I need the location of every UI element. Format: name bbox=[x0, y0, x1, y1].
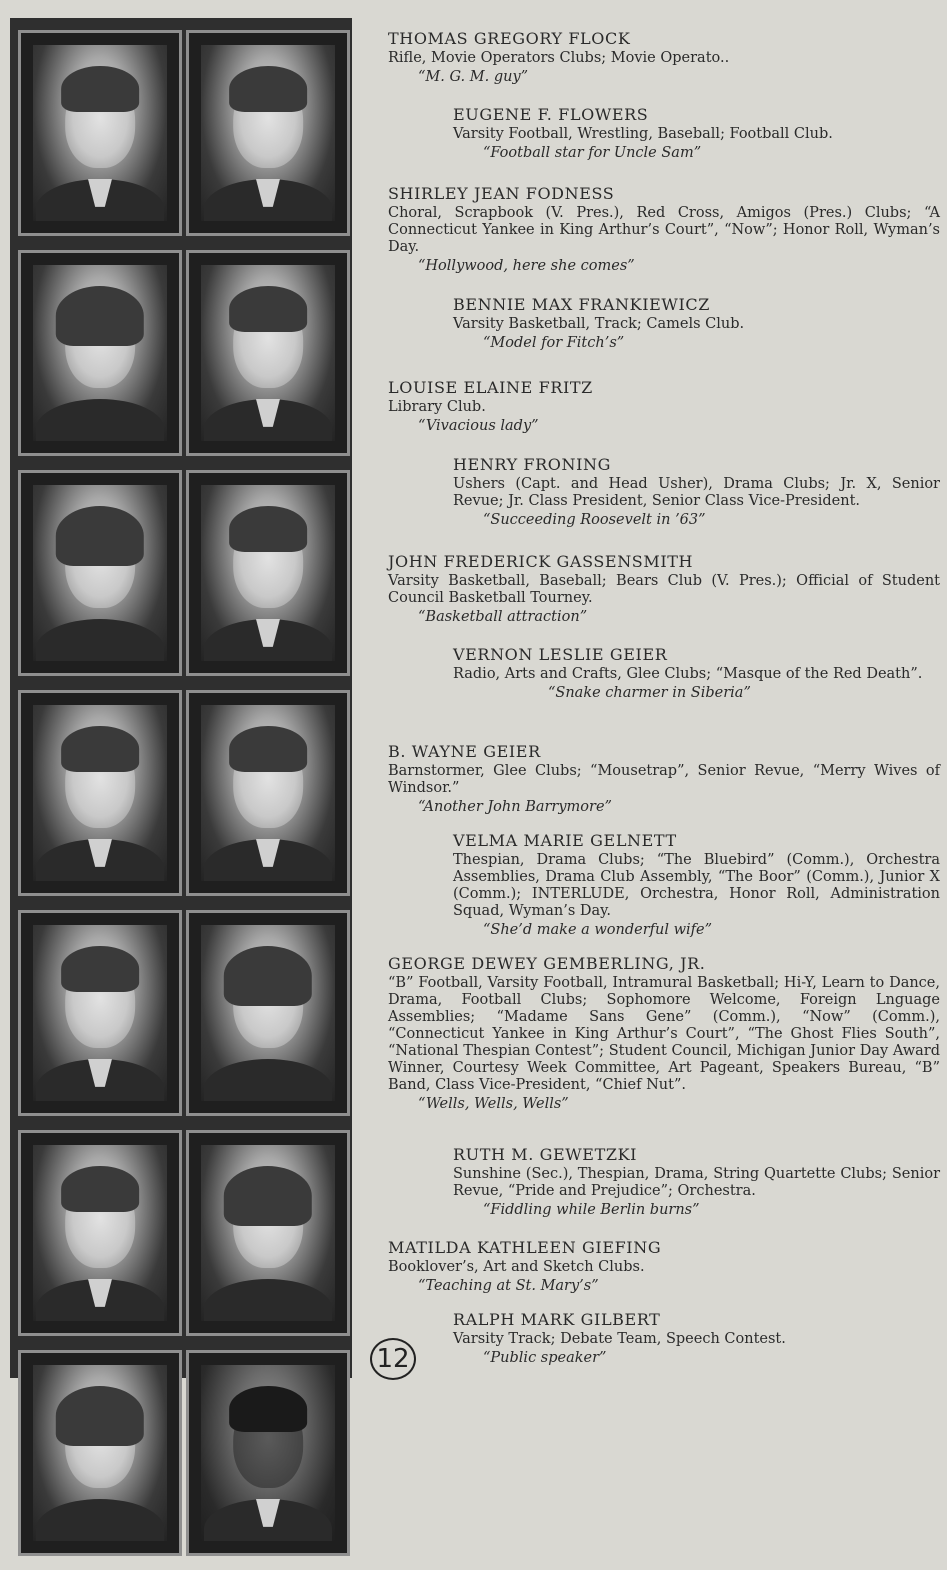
student-quote: “Vivacious lady” bbox=[418, 418, 539, 434]
student-activities: Varsity Football, Wrestling, Baseball; Football Club. bbox=[453, 126, 833, 142]
student-name: JOHN FREDERICK GASSENSMITH bbox=[388, 552, 694, 571]
student-entry bbox=[453, 104, 940, 163]
portrait-photo bbox=[186, 250, 350, 456]
student-name: GEORGE DEWEY GEMBERLING, JR. bbox=[388, 954, 706, 973]
student-name: HENRY FRONING bbox=[453, 455, 612, 474]
portrait-photo bbox=[18, 1350, 182, 1556]
student-activities: Barnstormer, Glee Clubs; “Mousetrap”, Senior Revue, “Merry Wives of Windsor.” bbox=[388, 763, 940, 796]
student-name: SHIRLEY JEAN FODNESS bbox=[388, 184, 615, 203]
student-activities: Booklover’s, Art and Sketch Clubs. bbox=[388, 1259, 645, 1275]
student-activities: Choral, Scrapbook (V. Pres.), Red Cross, Amigos (Pres.) Clubs; “A Connecticut Yankee in King Arthur’s Court”, “Now”; Honor Roll, Wyman’s Day. bbox=[388, 205, 940, 255]
student-activities: Radio, Arts and Crafts, Glee Clubs; “Masque of the Red Death”. bbox=[453, 666, 923, 682]
portrait-photo bbox=[186, 1350, 350, 1556]
student-entry bbox=[388, 551, 940, 627]
page-number: 12 bbox=[370, 1338, 416, 1380]
student-quote: “Succeeding Roosevelt in ’63” bbox=[483, 512, 706, 528]
portrait-photo bbox=[186, 1130, 350, 1336]
student-entry bbox=[453, 1144, 940, 1220]
student-activities: Varsity Track; Debate Team, Speech Contest. bbox=[453, 1331, 786, 1347]
student-name: RUTH M. GEWETZKI bbox=[453, 1145, 638, 1164]
portrait-photo bbox=[186, 30, 350, 236]
student-activities: Rifle, Movie Operators Clubs; Movie Operato.. bbox=[388, 50, 730, 66]
student-quote: “She’d make a wonderful wife” bbox=[483, 922, 713, 938]
portrait-photo-strip bbox=[10, 18, 352, 1378]
student-entry bbox=[388, 183, 940, 276]
portrait-column-right bbox=[186, 30, 346, 1570]
student-quote: “Public speaker” bbox=[483, 1350, 607, 1366]
student-quote: “Hollywood, here she comes” bbox=[418, 258, 635, 274]
portrait-photo bbox=[186, 470, 350, 676]
student-quote: “Fiddling while Berlin burns” bbox=[483, 1202, 700, 1218]
student-entry bbox=[388, 377, 940, 436]
student-entry bbox=[453, 1309, 940, 1368]
student-quote: “Football star for Uncle Sam” bbox=[483, 145, 702, 161]
student-entry bbox=[453, 294, 940, 353]
portrait-photo bbox=[18, 30, 182, 236]
portrait-photo bbox=[18, 690, 182, 896]
student-name: B. WAYNE GEIER bbox=[388, 742, 541, 761]
student-activities: Thespian, Drama Clubs; “The Bluebird” (Comm.), Orchestra Assemblies, Drama Club Assembly, “The Boor” (Comm.), Junior X (Comm.); INTERLUDE, Orchestra, Honor Roll, Administration Squad, Wyman’s Day. bbox=[453, 852, 940, 919]
student-activities: “B” Football, Varsity Football, Intramural Basketball; Hi-Y, Learn to Dance, Drama, Football Clubs; Sophomore Welcome, Foreign Lnguage Assemblies; “Madame Sans Gene” (Comm.), “Now” (Comm.), “Connecticut Yankee in King Arthur’s Court”, “The Ghost Flies South”, “National Thespian Contest”; Student Council, Michigan Junior Day Award Winner, Courtesy Week Committee, Art Pageant, Speakers Bureau, “B” Band, Class Vice-President, “Chief Nut”. bbox=[388, 975, 940, 1093]
student-quote: “Teaching at St. Mary’s” bbox=[418, 1278, 599, 1294]
student-name: RALPH MARK GILBERT bbox=[453, 1310, 661, 1329]
student-activities: Varsity Basketball, Baseball; Bears Club (V. Pres.); Official of Student Council Basketball Tourney. bbox=[388, 573, 940, 606]
student-activities: Ushers (Capt. and Head Usher), Drama Clubs; Jr. X, Senior Revue; Jr. Class President, Senior Class Vice-President. bbox=[453, 476, 940, 509]
portrait-photo bbox=[18, 1130, 182, 1336]
student-entry bbox=[453, 644, 940, 703]
student-name: THOMAS GREGORY FLOCK bbox=[388, 29, 631, 48]
student-quote: “M. G. M. guy” bbox=[418, 69, 529, 85]
student-entry bbox=[388, 1237, 940, 1296]
student-quote: “Model for Fitch’s” bbox=[483, 335, 625, 351]
portrait-photo bbox=[18, 910, 182, 1116]
student-quote: “Basketball attraction” bbox=[418, 609, 588, 625]
portrait-photo bbox=[18, 470, 182, 676]
student-name: EUGENE F. FLOWERS bbox=[453, 105, 649, 124]
student-activities: Library Club. bbox=[388, 399, 486, 415]
student-name: VELMA MARIE GELNETT bbox=[453, 831, 677, 850]
student-activities: Sunshine (Sec.), Thespian, Drama, String Quartette Clubs; Senior Revue, “Pride and Prejudice”; Orchestra. bbox=[453, 1166, 940, 1199]
portrait-column-left bbox=[18, 30, 178, 1570]
student-entry bbox=[453, 830, 940, 940]
student-name: MATILDA KATHLEEN GIEFING bbox=[388, 1238, 662, 1257]
student-entry bbox=[453, 454, 940, 530]
portrait-photo bbox=[186, 910, 350, 1116]
student-quote: “Another John Barrymore” bbox=[418, 799, 612, 815]
student-quote: “Snake charmer in Siberia” bbox=[548, 685, 751, 701]
student-entry bbox=[388, 953, 940, 1114]
student-entry bbox=[388, 28, 940, 87]
student-name: LOUISE ELAINE FRITZ bbox=[388, 378, 593, 397]
student-quote: “Wells, Wells, Wells” bbox=[418, 1096, 569, 1112]
student-name: VERNON LESLIE GEIER bbox=[453, 645, 668, 664]
student-name: BENNIE MAX FRANKIEWICZ bbox=[453, 295, 710, 314]
portrait-photo bbox=[186, 690, 350, 896]
student-entry bbox=[388, 741, 940, 817]
portrait-photo bbox=[18, 250, 182, 456]
student-activities: Varsity Basketball, Track; Camels Club. bbox=[453, 316, 745, 332]
